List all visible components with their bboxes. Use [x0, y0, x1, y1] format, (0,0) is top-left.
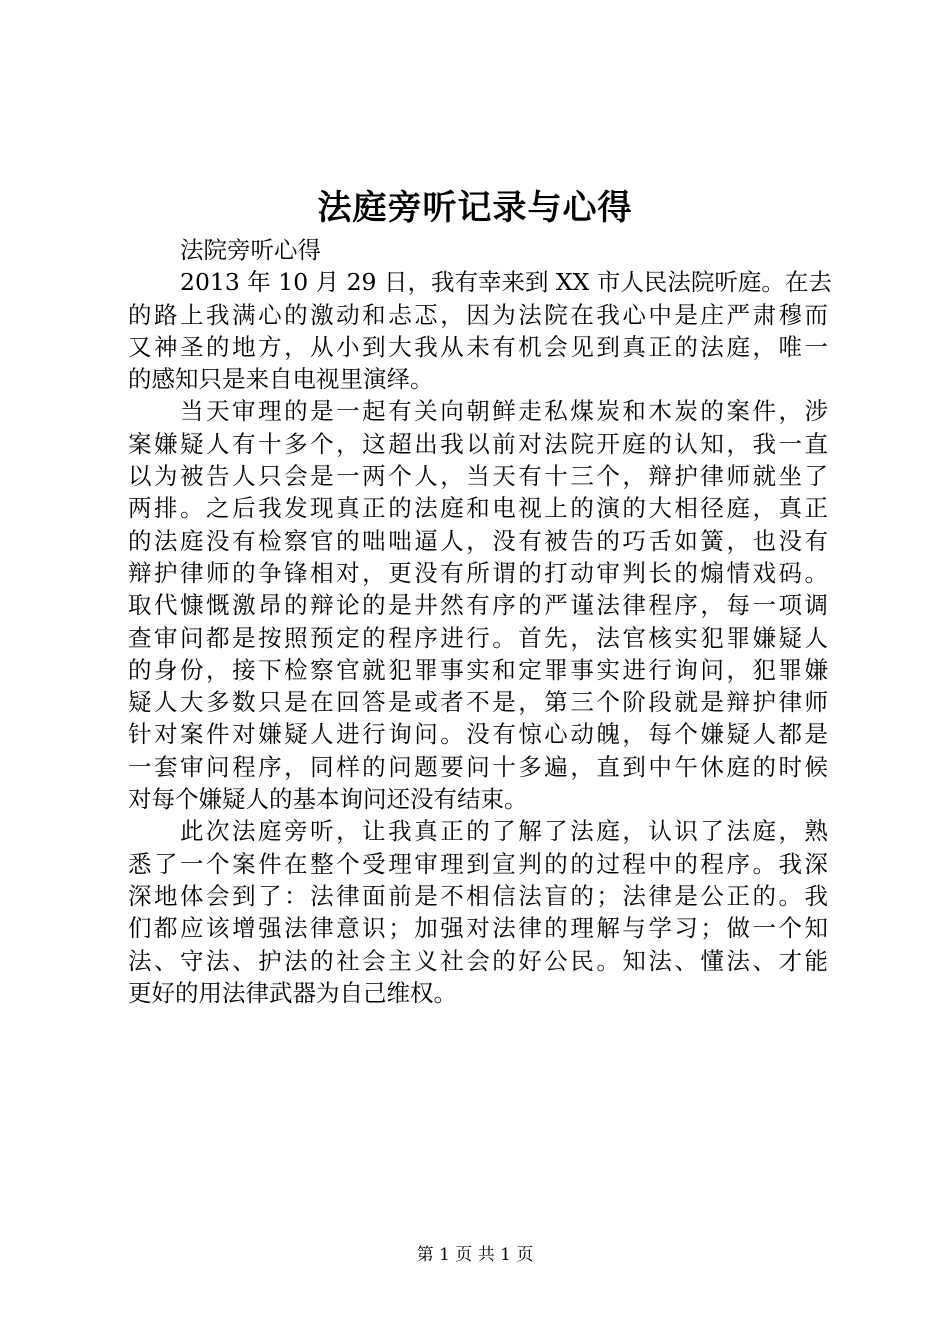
- paragraph-line: 一套审问程序，同样的问题要问十多遍，直到中午休庭的时候: [128, 752, 828, 781]
- paragraph-line: 悉了一个案件在整个受理审理到宣判的的过程中的程序。我深: [128, 849, 828, 878]
- paragraph-line: 查审问都是按照预定的程序进行。首先，法官核实犯罪嫌疑人: [128, 623, 828, 652]
- document-title: 法庭旁听记录与心得: [317, 188, 633, 228]
- paragraph-line: 两排。之后我发现真正的法庭和电视上的演的大相径庭，真正: [128, 494, 828, 523]
- paragraph-line: 深地体会到了：法律面前是不相信法盲的；法律是公正的。我: [128, 881, 828, 910]
- paragraph-line: 对每个嫌疑人的基本询问还没有结束。: [128, 785, 528, 814]
- paragraph-line: 案嫌疑人有十多个，这超出我以前对法院开庭的认知，我一直: [128, 429, 828, 458]
- paragraph-line: 针对案件对嫌疑人进行询问。没有惊心动魄，每个嫌疑人都是: [128, 720, 828, 749]
- paragraph-line: 以为被告人只会是一两个人，当天有十三个，辩护律师就坐了: [128, 462, 828, 491]
- paragraph-line: 的路上我满心的激动和忐忑，因为法院在我心中是庄严肃穆而: [128, 300, 828, 329]
- paragraph-line: 辩护律师的争锋相对，更没有所谓的打动审判长的煽情戏码。: [128, 558, 828, 587]
- paragraph-line: 取代慷慨激昂的辩论的是井然有序的严谨法律程序，每一项调: [128, 591, 828, 620]
- paragraph-line: 此次法庭旁听，让我真正的了解了法庭，认识了法庭，熟: [180, 817, 828, 846]
- paragraph-line: 又神圣的地方，从小到大我从未有机会见到真正的法庭，唯一: [128, 332, 828, 361]
- paragraph-line: 们都应该增强法律意识；加强对法律的理解与学习；做一个知: [128, 914, 828, 943]
- document-body: [128, 234, 832, 1009]
- paragraph-line: 疑人大多数只是在回答是或者不是，第三个阶段就是辩护律师: [128, 688, 828, 717]
- paragraph-2: [128, 395, 828, 815]
- subtitle: 法院旁听心得: [180, 236, 321, 264]
- paragraph-line: 法、守法、护法的社会主义社会的好公民。知法、懂法、才能: [128, 946, 828, 975]
- paragraph-line: 2013 年 10 月 29 日，我有幸来到 XX 市人民法院听庭。在去: [180, 268, 832, 297]
- page-footer: 第 1 页 共 1 页: [416, 1245, 534, 1265]
- paragraph-1: [128, 266, 832, 395]
- paragraph-line: 更好的用法律武器为自己维权。: [128, 978, 457, 1007]
- paragraph-line: 的身份，接下检察官就犯罪事实和定罪事实进行询问，犯罪嫌: [128, 655, 828, 684]
- paragraph-line: 当天审理的是一起有关向朝鲜走私煤炭和木炭的案件，涉: [180, 397, 828, 426]
- paragraph-line: 的感知只是来自电视里演绎。: [128, 365, 434, 394]
- paragraph-line: 的法庭没有检察官的咄咄逼人，没有被告的巧舌如簧，也没有: [128, 526, 828, 555]
- paragraph-3: [128, 815, 828, 1009]
